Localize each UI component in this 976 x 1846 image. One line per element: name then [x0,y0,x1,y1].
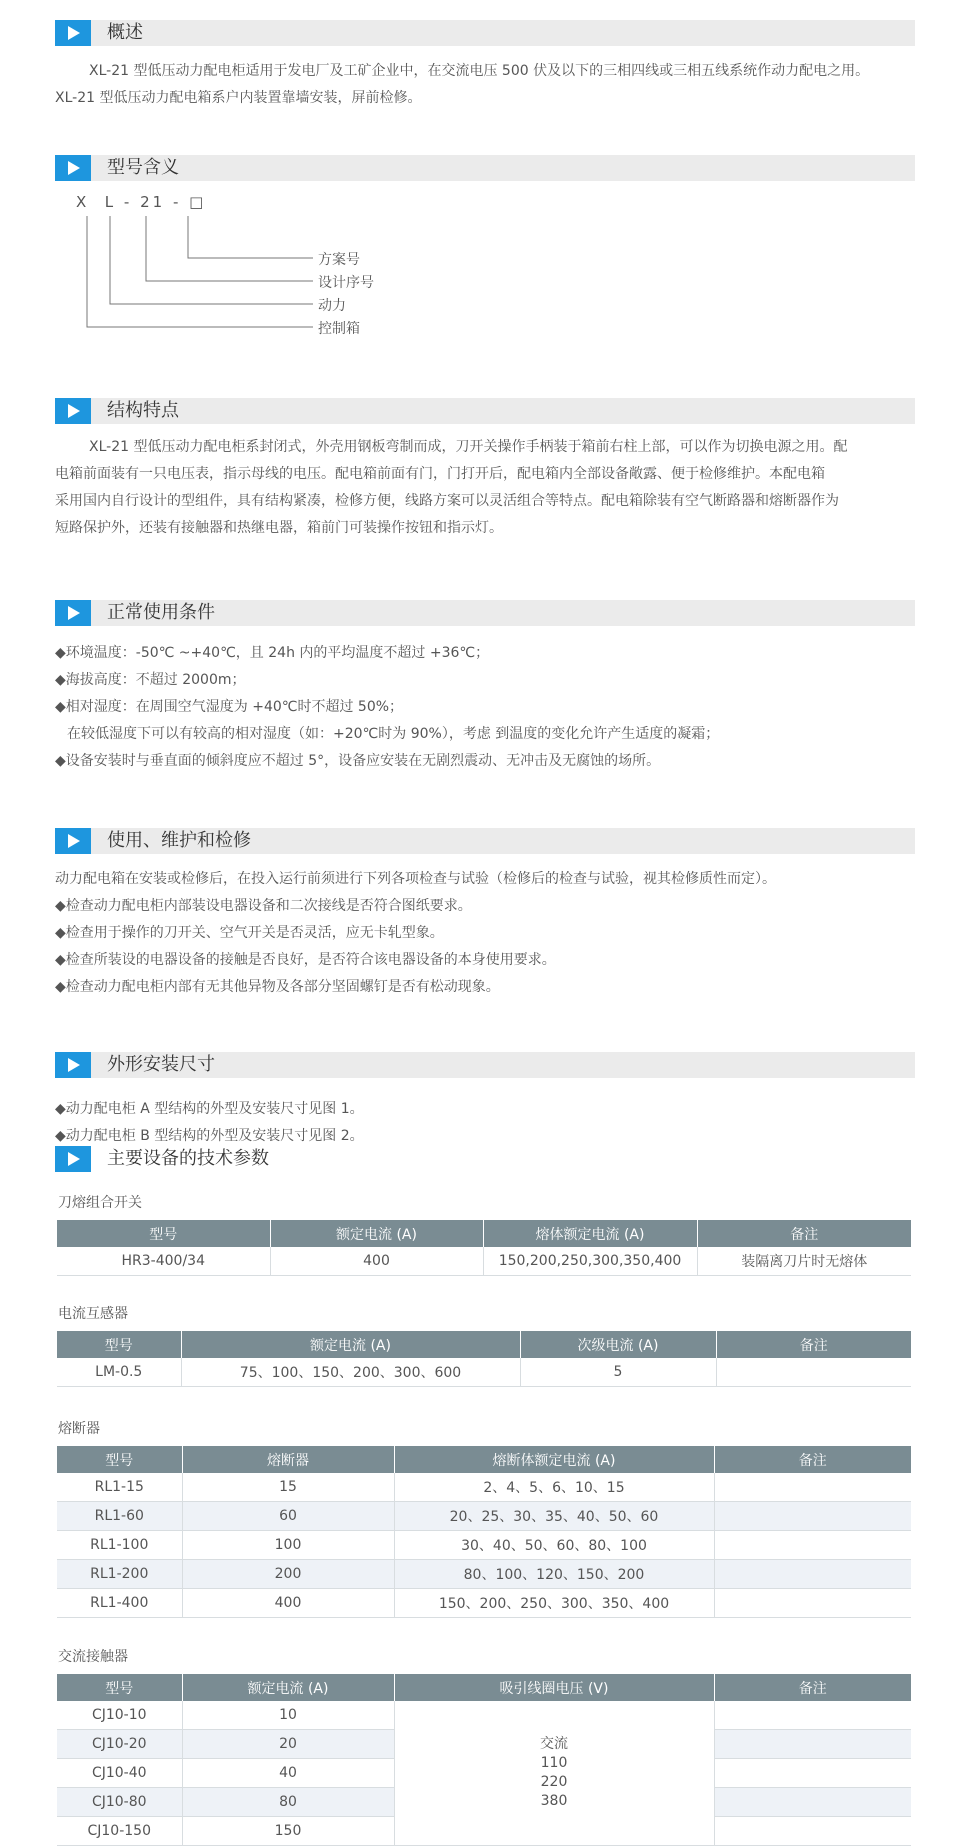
connector-line [110,216,313,304]
column-header: 次级电流 (A) [520,1331,716,1358]
table-cell: CJ10-80 [57,1788,182,1817]
text-line: 短路保护外，还装有接触器和热继电器，箱前门可装操作按钮和指示灯。 [55,520,503,536]
table-cell: 150、200、250、300、350、400 [394,1589,714,1618]
text-line: ◆检查动力配电柜内部有无其他异物及各部分坚固螺钉是否有松动现象。 [55,979,500,995]
text-line: ◆动力配电柜 A 型结构的外型及安装尺寸见图 1。 [55,1101,364,1117]
table-cell: 75、100、150、200、300、600 [181,1358,520,1387]
table-cell [714,1531,911,1560]
table-row [57,1358,911,1387]
text-line: ◆环境温度：-50℃ ~+40℃，且 24h 内的平均温度不超过 +36℃； [55,645,490,661]
table-cell: 15 [182,1473,394,1502]
section-header-maintenance [55,828,915,854]
section-title: 外形安装尺寸 [107,1054,215,1075]
table-header-row [57,1674,911,1701]
column-header: 型号 [57,1674,182,1701]
text-line: 在较低湿度下可以有较高的相对湿度（如：+20℃时为 90%），考虑 到温度的变化允许产生适度的凝霜； [67,726,720,742]
column-header: 熔断体额定电流 (A) [394,1446,714,1473]
table-cell: 10 [182,1701,394,1730]
column-header: 型号 [57,1331,181,1358]
table-cell: RL1-60 [57,1502,182,1531]
voltage-line: 220 [540,1774,568,1790]
table-cell: 400 [270,1247,483,1276]
column-header: 备注 [716,1331,911,1358]
table-cell [714,1788,911,1817]
column-header: 吸引线圈电压 (V) [394,1674,714,1701]
column-header: 备注 [697,1220,911,1247]
section-header-conditions [55,600,915,626]
structure-text [55,434,920,542]
table-header-row [57,1220,911,1247]
table-cell: 100 [182,1531,394,1560]
play-icon [55,828,91,854]
table-cell: RL1-15 [57,1473,182,1502]
table-cell: HR3-400/34 [57,1247,270,1276]
table-row [57,1589,911,1618]
column-header: 额定电流 (A) [181,1331,520,1358]
table-row [57,1701,911,1730]
table-cell: CJ10-20 [57,1730,182,1759]
table-cell [714,1730,911,1759]
dimensions-text [55,1096,920,1150]
column-header: 熔体额定电流 (A) [483,1220,697,1247]
column-header: 熔断器 [182,1446,394,1473]
table-cell: 400 [182,1589,394,1618]
table-cell: 30、40、50、60、80、100 [394,1531,714,1560]
table-cell: RL1-200 [57,1560,182,1589]
table-cell: CJ10-150 [57,1817,182,1846]
text-line: 电箱前面装有一只电压表，指示母线的电压。配电箱前面有门，门打开后，配电箱内全部设备敞露、便于检修维护。本配电箱 [55,466,825,482]
table-cell [716,1358,911,1387]
section-title: 结构特点 [107,400,179,421]
text-line: XL-21 型低压动力配电箱系户内装置靠墙安装，屏前检修。 [55,90,422,106]
table-row [57,1502,911,1531]
table-header-row [57,1331,911,1358]
table-cell [714,1759,911,1788]
current-transformer-table [57,1331,911,1387]
text-line: ◆检查所装设的电器设备的接触是否良好，是否符合该电器设备的本身使用要求。 [55,952,556,968]
section-header-structure [55,398,915,424]
model-label: 方案号 [318,252,360,268]
column-header: 型号 [57,1446,182,1473]
text-line: 动力配电箱在安装或检修后，在投入运行前须进行下列各项检查与试验（检修后的检查与试验，视其检修质性而定）。 [55,871,776,887]
fuse-table [57,1446,911,1618]
connector-line [188,216,313,258]
table-cell: 80 [182,1788,394,1817]
table-cell [714,1502,911,1531]
column-header: 额定电流 (A) [270,1220,483,1247]
section-header-params [55,1146,910,1172]
table-cell: 80、100、120、150、200 [394,1560,714,1589]
table-cell: LM-0.5 [57,1358,181,1387]
section-title: 主要设备的技术参数 [107,1148,269,1169]
table-cell: 60 [182,1502,394,1531]
column-header: 备注 [714,1674,911,1701]
column-header: 型号 [57,1220,270,1247]
table-cell: RL1-400 [57,1589,182,1618]
table-cell: CJ10-10 [57,1701,182,1730]
table-row [57,1560,911,1589]
voltage-line: 交流 [540,1736,568,1752]
table-caption: 电流互感器 [58,1306,128,1322]
section-title: 正常使用条件 [107,602,215,623]
table-cell: 150,200,250,300,350,400 [483,1247,697,1276]
section-title: 概述 [107,22,143,43]
play-icon [55,1052,91,1078]
text-line: ◆海拔高度：不超过 2000m； [55,672,246,688]
text-line: XL-21 型低压动力配电柜系封闭式，外壳用钢板弯制而成，刀开关操作手柄装于箱前右柱上部，可以作为切换电源之用。配 [89,439,848,455]
table-caption: 刀熔组合开关 [58,1195,142,1211]
table-row [57,1247,911,1276]
table-cell: 2、4、5、6、10、15 [394,1473,714,1502]
table-cell: 40 [182,1759,394,1788]
model-code: X L - 21 - □ [76,193,207,211]
play-icon [55,398,91,424]
section-title: 使用、维护和检修 [107,830,251,851]
column-header: 额定电流 (A) [182,1674,394,1701]
table-cell [714,1589,911,1618]
table-cell [714,1473,911,1502]
voltage-line: 110 [540,1755,568,1771]
play-icon [55,1146,91,1172]
model-label: 控制箱 [318,321,360,337]
text-line: ◆检查动力配电柜内部装设电器设备和二次接线是否符合图纸要求。 [55,898,472,914]
section-title: 型号含义 [107,157,179,178]
table-cell [714,1560,911,1589]
table-cell: 装隔离刀片时无熔体 [697,1247,911,1276]
table-cell: 150 [182,1817,394,1846]
table-header-row [57,1446,911,1473]
text-line: ◆相对湿度：在周围空气湿度为 +40℃时不超过 50%； [55,699,404,715]
text-line: ◆动力配电柜 B 型结构的外型及安装尺寸见图 2。 [55,1128,364,1144]
table-row [57,1473,911,1502]
voltage-line: 380 [540,1793,568,1809]
table-cell: 20、25、30、35、40、50、60 [394,1502,714,1531]
table-row [57,1531,911,1560]
table-cell: 5 [520,1358,716,1387]
play-icon [55,600,91,626]
table-cell: RL1-100 [57,1531,182,1560]
model-label: 设计序号 [318,275,374,291]
text-line: ◆设备安装时与垂直面的倾斜度应不超过 5°，设备应安装在无剧烈震动、无冲击及无腐蚀的场所。 [55,753,661,769]
table-caption: 熔断器 [58,1421,100,1437]
table-cell: 20 [182,1730,394,1759]
coil-voltage-cell [394,1701,714,1846]
maintenance-text [55,866,920,1001]
text-line: ◆检查用于操作的刀开关、空气开关是否灵活，应无卡轧型象。 [55,925,444,941]
table-caption: 交流接触器 [58,1649,128,1665]
column-header: 备注 [714,1446,911,1473]
section-header-dimensions [55,1052,915,1078]
text-line: XL-21 型低压动力配电柜适用于发电厂及工矿企业中，在交流电压 500 伏及以下的三相四线或三相五线系统作动力配电之用。 [89,63,870,79]
conditions-text [55,640,920,775]
model-label: 动力 [318,298,346,314]
knife-switch-table [57,1220,911,1276]
connector-line [146,216,313,281]
table-cell: 200 [182,1560,394,1589]
table-cell [714,1817,911,1846]
table-cell: CJ10-40 [57,1759,182,1788]
text-line: 采用国内自行设计的型组件，具有结构紧凑，检修方便，线路方案可以灵活组合等特点。配电箱除装有空气断路器和熔断器作为 [55,493,839,509]
connector-line [87,216,313,327]
contactor-table [57,1674,911,1846]
table-cell [714,1701,911,1730]
